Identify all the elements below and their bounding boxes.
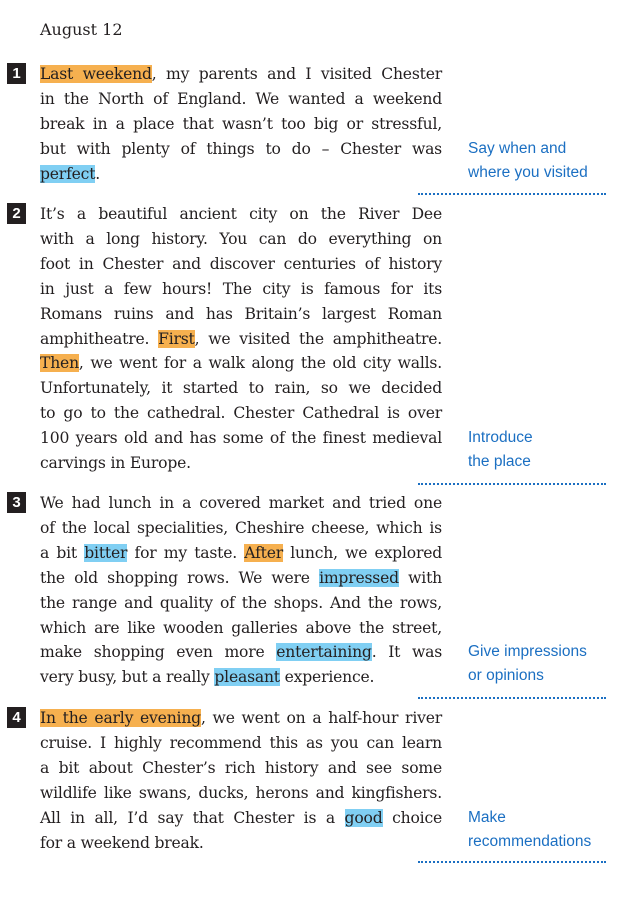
margin-note-line: Make	[468, 808, 506, 826]
text-segment: , we went for a walk along the old city walls.	[78, 354, 442, 373]
paragraph-line	[40, 351, 442, 375]
dotted-divider	[418, 697, 606, 699]
dotted-divider	[418, 193, 606, 195]
highlighted-phrase: In the early evening	[40, 709, 201, 727]
text-segment: but with plenty of things to do – Chester was	[40, 139, 442, 158]
text-segment: to go to the cathedral. Chester Cathedral is over	[40, 404, 442, 423]
highlighted-phrase: entertaining	[276, 643, 372, 662]
paragraph-line	[40, 376, 442, 400]
paragraph-line	[40, 62, 442, 86]
paragraph-line	[40, 277, 442, 301]
text-segment: make shopping even more	[40, 643, 277, 662]
margin-note-line: Introduce	[468, 429, 533, 447]
highlighted-phrase: Last weekend	[40, 65, 152, 83]
text-segment: choice	[382, 808, 443, 827]
date-heading: August 12	[40, 20, 123, 39]
text-segment: break in a place that wasn’t too big or stressful,	[40, 114, 442, 133]
text-segment: cruise. I highly recommend this as you can learn	[40, 733, 442, 752]
paragraph-line	[40, 756, 442, 780]
paragraph-number-badge: 4	[7, 707, 26, 728]
text-segment: with	[398, 568, 442, 587]
text-segment: experience.	[279, 668, 375, 687]
highlighted-phrase: perfect	[40, 164, 96, 183]
margin-note-line: Say when and	[468, 139, 567, 157]
text-segment: a bit about Chester’s rich history and see some	[40, 758, 442, 777]
paragraph-line	[40, 491, 442, 515]
paragraph-line	[40, 616, 442, 640]
text-segment: 100 years old and has some of the finest medieval	[40, 429, 442, 448]
paragraph-line	[40, 591, 442, 615]
text-segment: wildlife like swans, ducks, herons and kingfishers.	[40, 783, 442, 802]
paragraph-line	[40, 541, 442, 565]
paragraph-line	[40, 162, 442, 186]
text-segment: a bit	[40, 543, 85, 562]
text-segment: very busy, but a really	[40, 668, 215, 687]
text-segment: Romans ruins and has Britain’s largest Roman	[40, 304, 442, 323]
text-segment: . It was	[371, 643, 442, 662]
paragraph-line	[40, 202, 442, 226]
text-segment: Unfortunately, it started to rain, so we decided	[40, 379, 442, 398]
text-segment: , we went on a half-hour river	[200, 709, 442, 727]
text-segment: It’s a beautiful ancient city on the River Dee	[40, 205, 442, 223]
paragraph-line	[40, 451, 442, 475]
paragraph-line	[40, 781, 442, 805]
highlighted-phrase: good	[344, 808, 383, 827]
text-segment: amphitheatre.	[40, 329, 159, 348]
margin-note	[468, 806, 591, 854]
dotted-divider	[418, 861, 606, 863]
text-segment: foot in Chester and discover centuries of history	[40, 254, 442, 273]
highlighted-phrase: pleasant	[214, 668, 280, 687]
paragraph-line	[40, 112, 442, 136]
text-segment: in just a few hours! The city is famous for its	[40, 279, 442, 298]
paragraph-line	[40, 87, 442, 111]
paragraph-line	[40, 665, 442, 689]
paragraph-line	[40, 640, 442, 664]
paragraph-number-badge: 3	[7, 492, 26, 513]
text-segment: .	[95, 164, 101, 183]
text-segment: for my taste.	[127, 543, 245, 562]
text-segment: We had lunch in a covered market and tried one	[40, 494, 442, 512]
paragraph-line	[40, 806, 442, 830]
text-segment: the old shopping rows. We were	[40, 568, 320, 587]
highlighted-phrase: After	[244, 543, 284, 562]
paragraph-number-badge: 1	[7, 63, 26, 84]
margin-note-line: where you visited	[468, 163, 588, 181]
paragraph-line	[40, 426, 442, 450]
paragraph-line	[40, 516, 442, 540]
margin-note	[468, 640, 587, 688]
text-segment: All in all, I’d say that Chester is a	[40, 808, 345, 827]
paragraph-line	[40, 731, 442, 755]
text-segment: with a long history. You can do everything on	[40, 229, 442, 248]
paragraph-line	[40, 831, 442, 855]
text-segment: for a weekend break.	[40, 833, 204, 852]
paragraph-line	[40, 566, 442, 590]
text-segment: of the local specialities, Cheshire cheese, which is	[40, 518, 442, 537]
highlighted-phrase: impressed	[319, 568, 399, 587]
paragraph-line	[40, 327, 442, 351]
text-segment: , we visited the amphitheatre.	[194, 329, 442, 348]
highlighted-phrase: bitter	[84, 543, 128, 562]
dotted-divider	[418, 483, 606, 485]
text-segment: carvings in Europe.	[40, 454, 191, 472]
paragraph-line	[40, 227, 442, 251]
margin-note-line: the place	[468, 453, 531, 471]
margin-note	[468, 137, 588, 185]
highlighted-phrase: Then	[40, 354, 79, 373]
text-segment: , my parents and I visited Chester	[151, 65, 442, 83]
paragraph-line	[40, 302, 442, 326]
paragraph-line	[40, 137, 442, 161]
text-segment: which are like wooden galleries above the street,	[40, 618, 442, 637]
paragraph-number-badge: 2	[7, 203, 26, 224]
highlighted-phrase: First	[158, 329, 195, 348]
text-segment: in the North of England. We wanted a weekend	[40, 89, 442, 108]
text-segment: the range and quality of the shops. And the rows,	[40, 593, 442, 612]
margin-note	[468, 426, 533, 474]
paragraph-line	[40, 401, 442, 425]
margin-note-line: recommendations	[468, 832, 592, 850]
margin-note-line: or opinions	[468, 667, 544, 685]
paragraph-line	[40, 252, 442, 276]
paragraph-line	[40, 706, 442, 730]
text-segment: lunch, we explored	[283, 543, 443, 562]
margin-note-line: Give impressions	[468, 643, 587, 661]
